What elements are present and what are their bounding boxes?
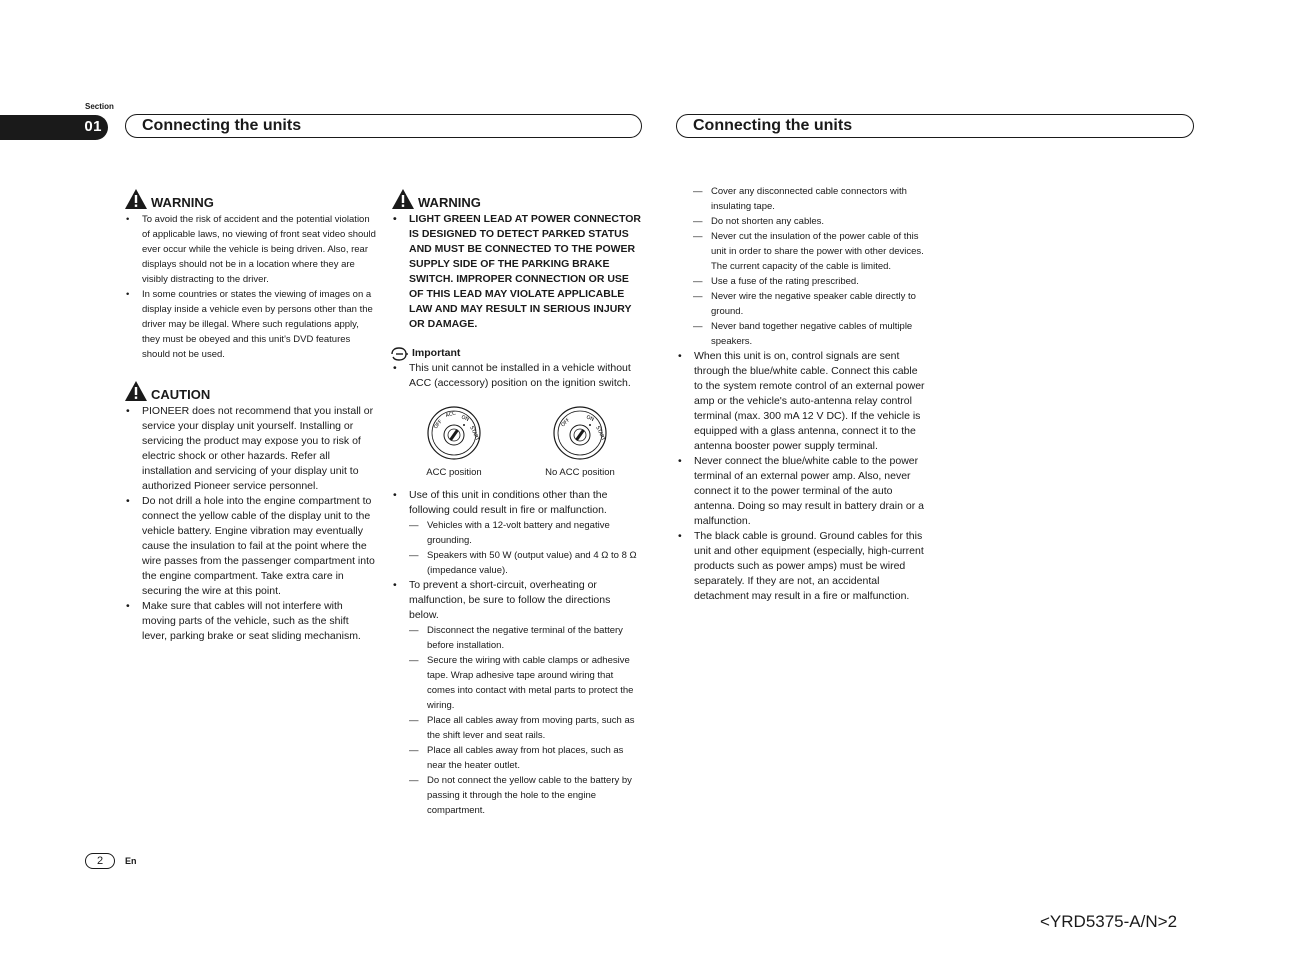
section-label: Section [85, 102, 114, 111]
list-item: • LIGHT GREEN LEAD AT POWER CONNECTOR IS DESIGNED TO DETECT PARKED STATUS AND MUST BE CONNECTED TO THE POWER SUPPLY SIDE OF THE PARKING BRAKE SWITCH. IMPROPER CONNECTION OR USE OF THIS LEAD MAY VIOLATE APPLICABLE LAW AND MAY RESULT IN SERIOUS INJURY OR DAMAGE. [391, 212, 643, 332]
list-item [391, 488, 643, 578]
warning-list [391, 212, 643, 332]
list-item-text: To prevent a short-circuit, overheating or malfunction, be sure to follow the directions below. [409, 579, 611, 621]
warning-title: WARNING [151, 195, 214, 210]
sub-list-item: — Speakers with 50 W (output value) and 4 Ω to 8 Ω (impedance value). [409, 548, 643, 578]
sub-list-item: — Do not shorten any cables. [693, 214, 928, 229]
warning-heading [391, 186, 643, 210]
important-title: Important [412, 347, 461, 359]
section-tab [0, 115, 108, 140]
list-item: • Do not drill a hole into the engine compartment to connect the yellow cable of the display unit to the vehicle battery. Engine vibration may eventually cause the insulation to fail at the point where the wire passes from the passenger compartment into the engine compartment. Take extra care in securing the wire at this point. [124, 494, 376, 599]
sub-list-item: — Place all cables away from hot places, such as near the heater outlet. [409, 743, 643, 773]
bullet-list [676, 349, 928, 604]
dash-list [676, 184, 928, 349]
document-id: <YRD5375-A/N>2 [1040, 912, 1178, 931]
list-item [391, 578, 643, 818]
sub-list-item: — Never cut the insulation of the power cable of this unit in order to share the power with other devices. The current capacity of the cable is limited. [693, 229, 928, 274]
column-middle [391, 186, 643, 818]
list-item: • When this unit is on, control signals are sent through the blue/white cable. Connect this cable to the system remote control of an external power amp or the vehicle's auto-antenna relay control terminal (max. 300 mA 12 V DC). If the vehicle is equipped with a glass antenna, connect it to the antenna booster power supply terminal. [676, 349, 928, 454]
important-heading [391, 346, 643, 361]
list-item: • The black cable is ground. Ground cables for this unit and other equipment (especially, high-current products such as power amps) must be wired separately. If they are not, an accidental detachment may result in a fire or malfunction. [676, 529, 928, 604]
sub-list-item: — Secure the wiring with cable clamps or adhesive tape. Wrap adhesive tape around wiring that comes into contact with metal parts to protect the wiring. [409, 653, 643, 713]
caution-list [124, 404, 376, 644]
list-item: • Never connect the blue/white cable to the power terminal of an external power amp. Also, never connect it to the power terminal of the auto antenna. Doing so may result in battery drain or a malfunction. [676, 454, 928, 529]
ignition-figures [391, 405, 643, 480]
figure-noacc-label-start: START [594, 425, 607, 442]
warning-triangle-icon [124, 188, 148, 210]
section-number: 01 [84, 118, 102, 135]
caution-triangle-icon [124, 380, 148, 402]
list-item-text: Use of this unit in conditions other than the following could result in fire or malfunction. [409, 489, 608, 516]
sub-list-item: — Do not connect the yellow cable to the battery by passing it through the hole to the engine compartment. [409, 773, 643, 818]
conditions-list [391, 488, 643, 818]
figure-no-acc-caption: No ACC position [545, 467, 615, 478]
ignition-no-acc-icon [552, 405, 608, 461]
sub-list-item: — Never wire the negative speaker cable directly to ground. [693, 289, 928, 319]
warning-triangle-icon [391, 188, 415, 210]
figure-acc-label-acc: ACC [444, 410, 457, 419]
warning-title: WARNING [418, 195, 481, 210]
figure-acc-label-on: ON [460, 414, 470, 424]
warning-list [124, 212, 376, 362]
list-item: • Make sure that cables will not interfere with moving parts of the vehicle, such as the shift lever, parking brake or seat sliding mechanism. [124, 599, 376, 644]
page-title-left: Connecting the units [125, 114, 642, 138]
list-item: • This unit cannot be installed in a vehicle without ACC (accessory) position on the ignition switch. [391, 361, 643, 391]
figure-acc-label-start: START [468, 425, 481, 442]
caution-heading [124, 378, 376, 402]
sub-list-item: — Never band together negative cables of multiple speakers. [693, 319, 928, 349]
sub-list-item: — Place all cables away from moving parts, such as the shift lever and seat rails. [409, 713, 643, 743]
list-item: • In some countries or states the viewing of images on a display inside a vehicle even by persons other than the driver may be illegal. Where such regulations apply, they must be obeyed and this unit's DVD features should not be used. [124, 287, 376, 362]
figure-acc-label-off: OFF [432, 419, 444, 431]
warning-heading [124, 186, 376, 210]
important-hand-icon [391, 347, 409, 361]
column-left [124, 186, 376, 644]
important-list [391, 361, 643, 391]
sub-list-item: — Disconnect the negative terminal of the battery before installation. [409, 623, 643, 653]
sub-list [409, 518, 643, 578]
figure-noacc-label-off: OFF [560, 417, 572, 429]
figure-acc-caption: ACC position [426, 467, 482, 478]
sub-list-item: — Cover any disconnected cable connectors with insulating tape. [693, 184, 928, 214]
sub-list [409, 623, 643, 818]
list-item: • To avoid the risk of accident and the potential violation of applicable laws, no viewing of front seat video should ever occur while the vehicle is being driven. Also, rear displays should not be in a location where they are visibly distracting to the driver. [124, 212, 376, 287]
language-label: En [125, 856, 137, 866]
figure-acc [394, 405, 514, 480]
sub-list-item: — Use a fuse of the rating prescribed. [693, 274, 928, 289]
list-item: • PIONEER does not recommend that you install or service your display unit yourself. Installing or servicing the product may expose you to risk of electric shock or other hazards. Refer all installation and servicing of your display unit to authorized Pioneer service personnel. [124, 404, 376, 494]
figure-noacc-label-on: ON [585, 414, 595, 424]
ignition-acc-icon [426, 405, 482, 461]
page-title-right: Connecting the units [676, 114, 1194, 138]
caution-title: CAUTION [151, 387, 211, 402]
column-right [676, 184, 928, 604]
page-number: 2 [85, 853, 115, 869]
figure-no-acc [520, 405, 640, 480]
sub-list-item: — Vehicles with a 12-volt battery and negative grounding. [409, 518, 643, 548]
